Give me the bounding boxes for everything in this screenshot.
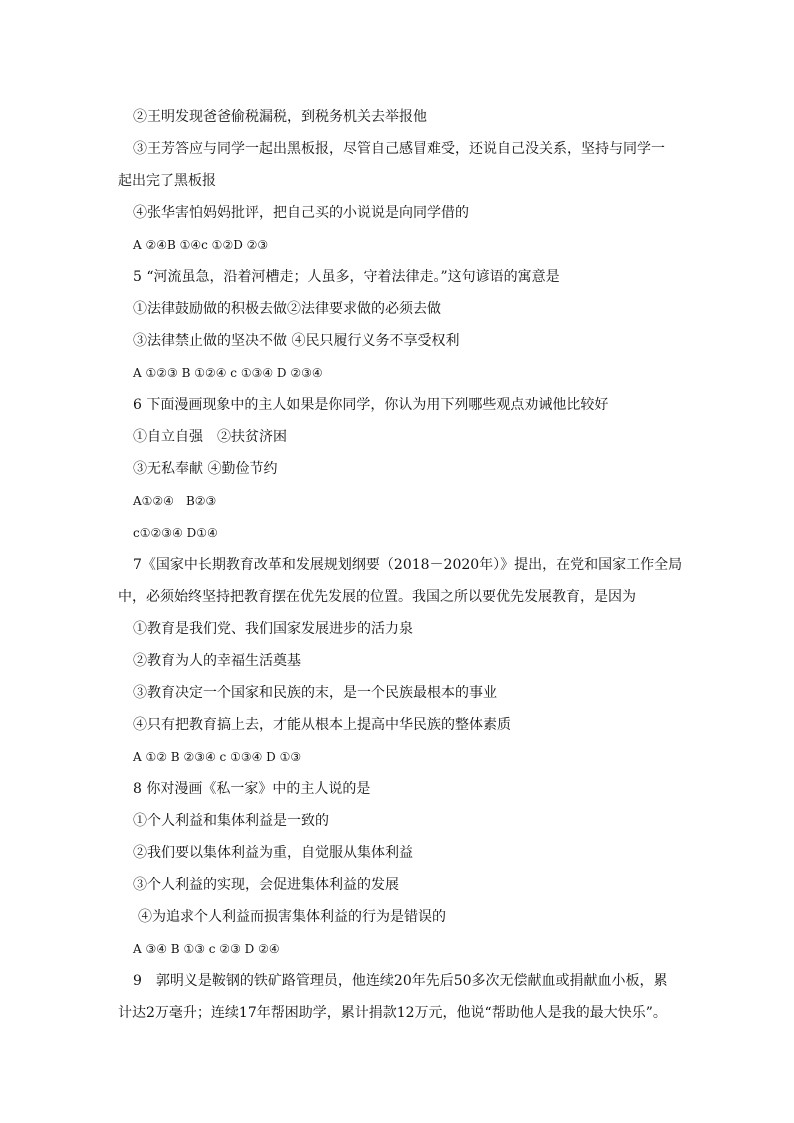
option-line: ④为追求个人利益而损害集体利益的行为是错误的 bbox=[138, 909, 446, 925]
option-line: ④张华害怕妈妈批评，把自己买的小说说是向同学借的 bbox=[133, 205, 469, 221]
option-line: ③无私奉献 ④勤俭节约 bbox=[133, 461, 278, 477]
option-line: ①教育是我们党、我们国家发展进步的活力泉 bbox=[133, 621, 413, 637]
answer-choices: c①②③④ D①④ bbox=[133, 526, 218, 540]
option-line: ②王明发现爸爸偷税漏税，到税务机关去举报他 bbox=[133, 109, 427, 125]
option-line: ①自立自强 ②扶贫济困 bbox=[133, 429, 287, 445]
question-9-continuation: 计达2万毫升；连续17年帮困助学，累计捐款12万元，他说“帮助他人是我的最大快乐”。 bbox=[118, 1005, 667, 1021]
question-8: 8 你对漫画《私一家》中的主人说的是 bbox=[133, 781, 371, 797]
option-line: ③王芳答应与同学一起出黑板报，尽管自己感冒难受，还说自己没关系，坚持与同学一 bbox=[133, 141, 665, 157]
question-7: 7《国家中长期教育改革和发展规划纲要（2018－2020年）》提出，在党和国家工作全局 bbox=[133, 557, 683, 573]
option-line: ①法律鼓励做的积极去做②法律要求做的必须去做 bbox=[133, 301, 441, 317]
answer-choices: A①②④ B②③ bbox=[133, 494, 217, 508]
option-line: ④只有把教育搞上去，才能从根本上提高中华民族的整体素质 bbox=[133, 717, 511, 733]
question-6: 6 下面漫画现象中的主人如果是你同学，你认为用下列哪些观点劝诫他比较好 bbox=[133, 397, 609, 413]
option-line: ③个人利益的实现，会促进集体利益的发展 bbox=[133, 877, 399, 893]
question-7-continuation: 中，必须始终坚持把教育摆在优先发展的位置。我国之所以要优先发展教育，是因为 bbox=[118, 589, 636, 605]
answer-choices: A ③④ B ①③ c ②③ D ②④ bbox=[133, 942, 280, 956]
question-9: 9 郭明义是鞍钢的铁矿路管理员，他连续20年先后50多次无偿献血或捐献血小板，累 bbox=[133, 973, 668, 989]
option-line: ③教育决定一个国家和民族的末，是一个民族最根本的事业 bbox=[133, 685, 497, 701]
question-5: 5 “河流虽急，沿着河槽走；人虽多，守着法律走。”这句谚语的寓意是 bbox=[133, 269, 560, 285]
option-line: ③法律禁止做的坚决不做 ④民只履行义务不享受权利 bbox=[133, 333, 460, 349]
option-line: ②教育为人的幸福生活奠基 bbox=[133, 653, 301, 669]
answer-choices: A ②④B ①④c ①②D ②③ bbox=[133, 238, 269, 252]
option-line: ②我们要以集体利益为重，自觉服从集体利益 bbox=[133, 845, 413, 861]
answer-choices: A ①② B ②③④ c ①③④ D ①③ bbox=[133, 750, 302, 764]
option-line: ①个人利益和集体利益是一致的 bbox=[133, 813, 329, 829]
option-line-continuation: 起出完了黑板报 bbox=[118, 173, 216, 189]
answer-choices: A ①②③ B ①②④ c ①③④ D ②③④ bbox=[133, 366, 323, 380]
